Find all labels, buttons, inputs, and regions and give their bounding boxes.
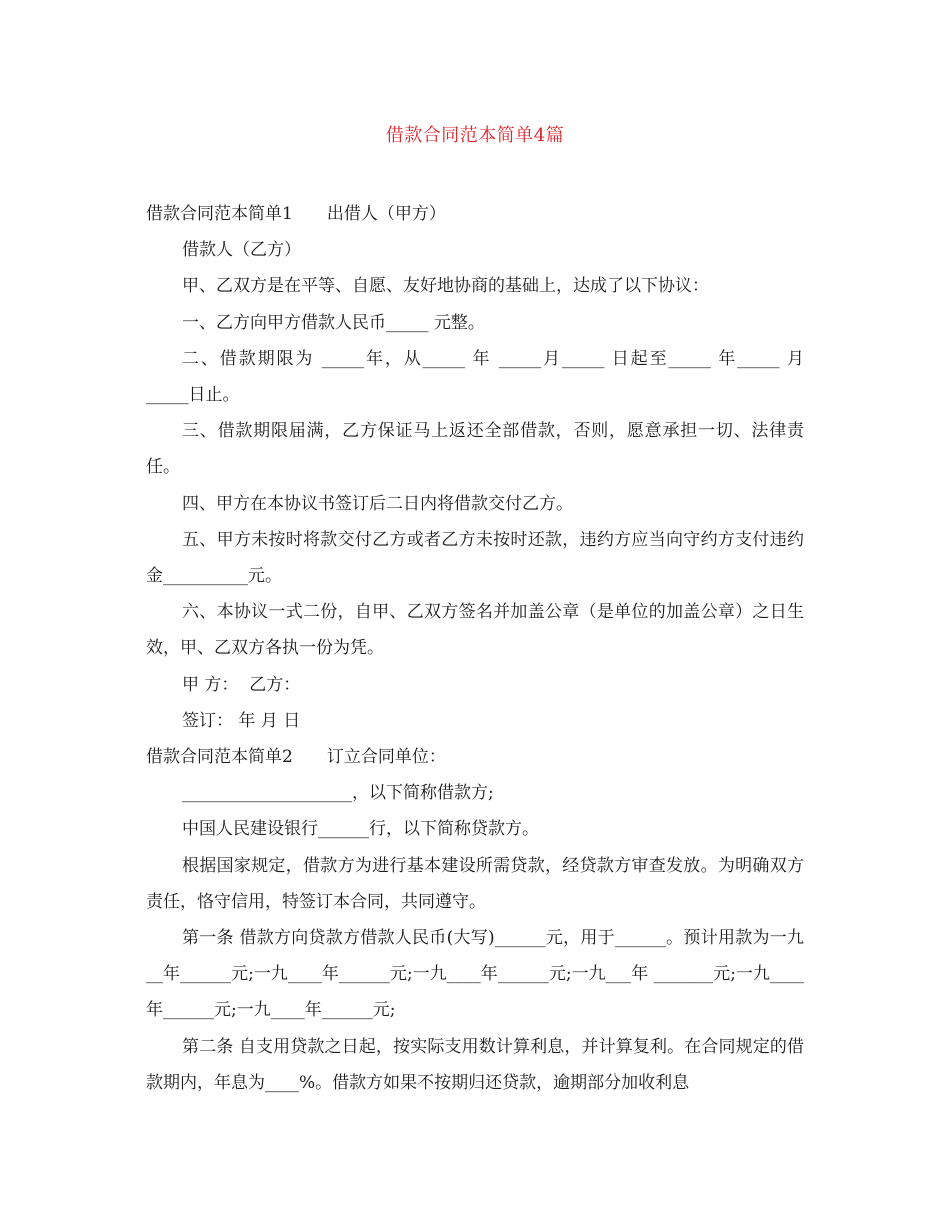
paragraph: 二、借款期限为 _____年，从_____ 年 _____月_____ 日起至_____ 年_____ 月 _____日止。 (146, 348, 810, 406)
document-body (146, 196, 810, 1101)
paragraph: 签订： 年 月 日 (182, 710, 301, 731)
document-title: 借款合同范本简单4篇 (385, 125, 565, 146)
paragraph: 一、乙方向甲方借款人民币_____ 元整。 (182, 312, 485, 333)
paragraph: 借款合同范本简单2 订立合同单位： (146, 747, 446, 768)
paragraph: 第一条 借款方向贷款方借款人民币(大写)______元，用于______。预计用款为一九__年______元;一九____年______元;一九____年______元;一九___年 _______元;一九____年______元;一九____年______元; (146, 928, 804, 1021)
paragraph: 三、借款期限届满，乙方保证马上返还全部借款，否则，愿意承担一切、法律责任。 (146, 421, 804, 478)
paragraph: ____________________，以下简称借款方; (182, 783, 494, 804)
paragraph: 四、甲方在本协议书签订后二日内将借款交付乙方。 (182, 493, 573, 514)
paragraph: 五、甲方未按时将款交付乙方或者乙方未按时还款，违约方应当向守约方支付违约金__________元。 (146, 529, 804, 587)
paragraph: 中国人民建设银行______行，以下简称贷款方。 (182, 819, 539, 840)
paragraph: 六、本协议一式二份，自甲、乙双方签名并加盖公章（是单位的加盖公章）之日生效，甲、乙双方各执一份为凭。 (146, 602, 804, 659)
paragraph: 根据国家规定，借款方为进行基本建设所需贷款，经贷款方审查发放。为明确双方责任，恪守信用，特签订本合同，共同遵守。 (146, 855, 804, 912)
paragraph: 甲 方： 乙方： (182, 674, 301, 695)
paragraph: 第二条 自支用贷款之日起，按实际支用数计算利息，并计算复利。在合同规定的借款期内，年息为____%。借款方如果不按期归还贷款，逾期部分加收利息 (146, 1036, 804, 1093)
paragraph: 甲、乙双方是在平等、自愿、友好地协商的基础上，达成了以下协议： (182, 276, 709, 297)
paragraph: 借款合同范本简单1 出借人（甲方） (146, 204, 446, 224)
paragraph: 借款人（乙方） (182, 240, 301, 261)
